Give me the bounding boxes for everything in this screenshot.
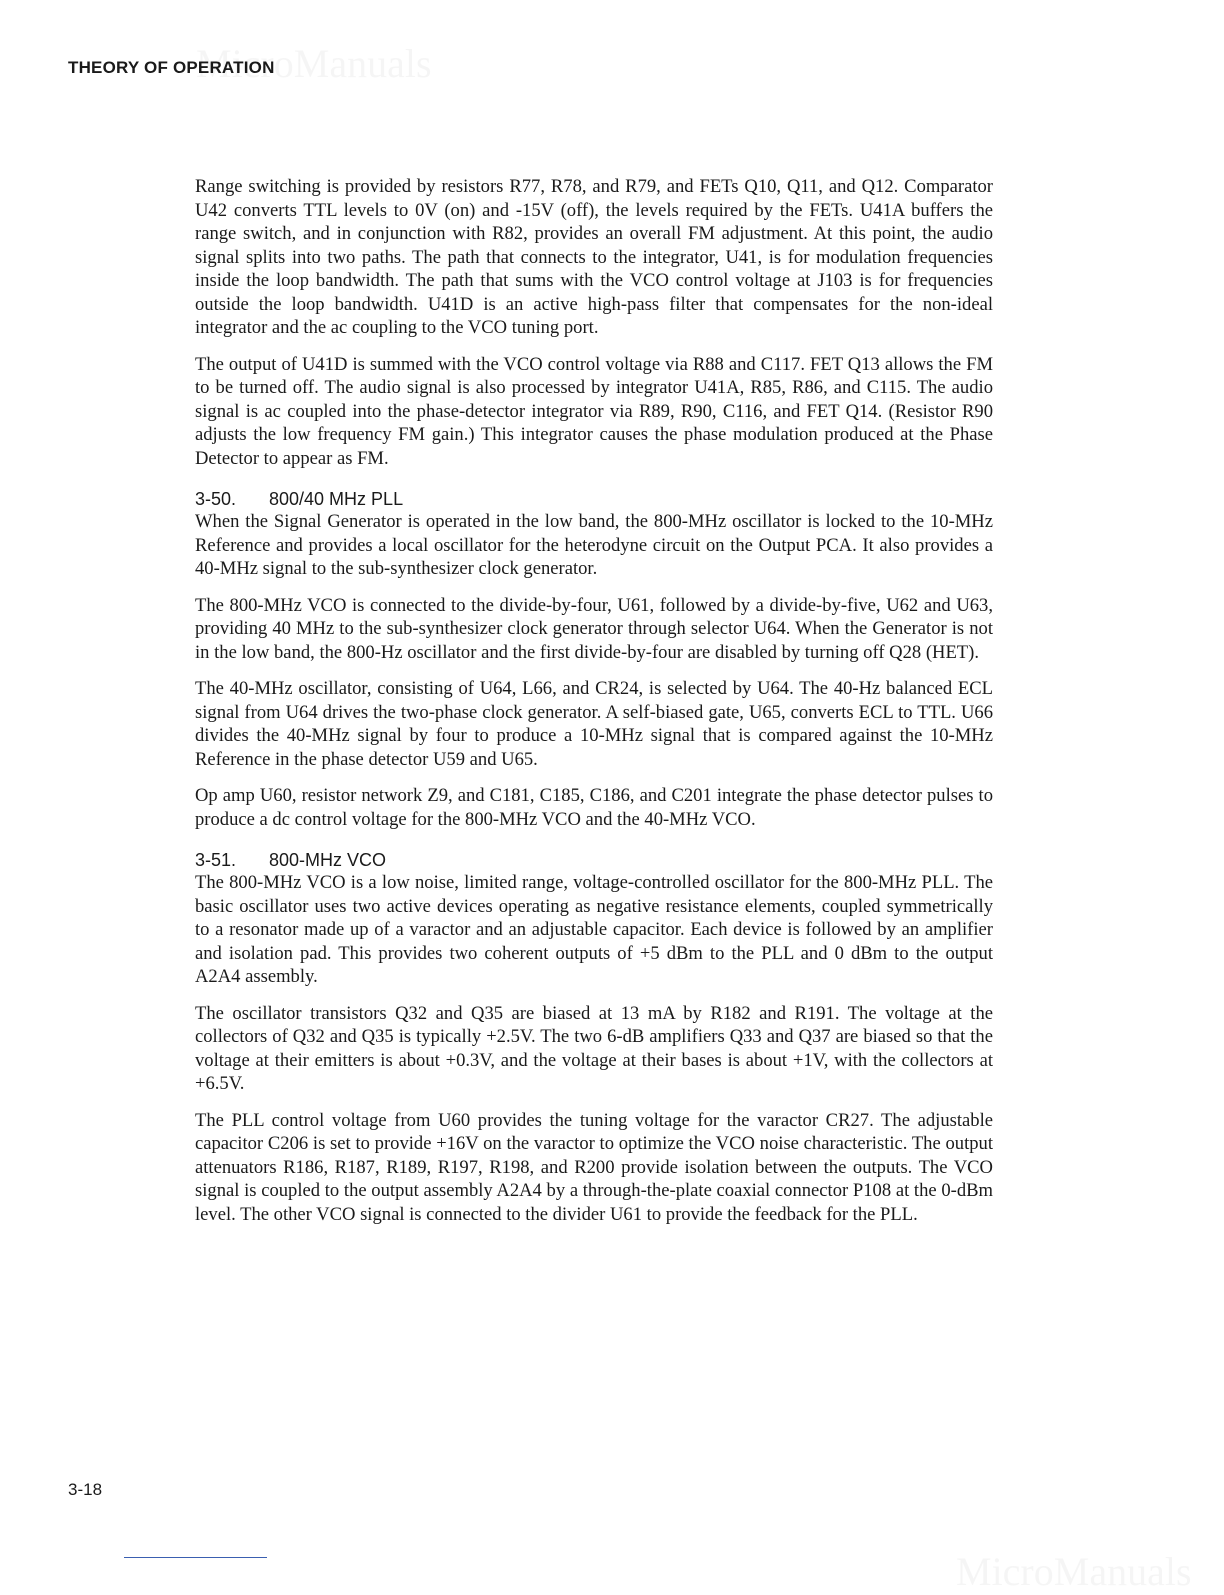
watermark-bottom bbox=[956, 1548, 1192, 1595]
paragraph: The PLL control voltage from U60 provides the tuning voltage for the varactor CR27. The adjustable capacitor C206 is set to provide +16V on the varactor to optimize the VCO noise characteristic. The output attenuators R186, R187, R189, R197, R198, and R200 provide isolation between the outputs. The VCO signal is coupled to the output assembly A2A4 by a through-the-plate coaxial connector P108 at the 0-dBm level. The other VCO signal is connected to the divider U61 to provide the feedback for the PLL. bbox=[195, 1109, 993, 1225]
document-body bbox=[195, 175, 993, 1239]
paragraph: When the Signal Generator is operated in the low band, the 800-MHz oscillator is locked to the 10-MHz Reference and provides a local oscillator for the heterodyne circuit on the Output PCA. It also provides a 40-MHz signal to the sub-synthesizer clock generator. bbox=[195, 511, 993, 579]
section-number: 3-51. bbox=[195, 850, 237, 870]
section-heading bbox=[195, 849, 993, 871]
paragraph: The 40-MHz oscillator, consisting of U64, L66, and CR24, is selected by U64. The 40-Hz balanced ECL signal from U64 drives the two-phase clock generator. A self-biased gate, U65, converts ECL to TTL. U66 divides the 40-MHz signal by four to produce a 10-MHz signal that is compared against the 10-MHz Reference in the phase detector U59 and U65. bbox=[195, 678, 993, 770]
page-number: 3-18 bbox=[68, 1480, 103, 1499]
section-title: 800/40 MHz PLL bbox=[269, 489, 404, 509]
paragraph: The output of U41D is summed with the VCO control voltage via R88 and C117. FET Q13 allows the FM to be turned off. The audio signal is also processed by integrator U41A, R85, R86, and C115. The audio signal is ac coupled into the phase-detector integrator via R89, R90, C116, and FET Q14. (Resistor R90 adjusts the low frequency FM gain.) This integrator causes the phase modulation produced at the Phase Detector to appear as FM. bbox=[195, 353, 993, 469]
section-3-51 bbox=[195, 849, 993, 1226]
watermark-top bbox=[196, 40, 432, 87]
paragraph: Range switching is provided by resistors R77, R78, and R79, and FETs Q10, Q11, and Q12. Comparator U42 converts TTL levels to 0V (on) and -15V (off), the levels required by the FETs. U41A buffers the range switch, and in conjunction with R82, provides an overall FM adjustment. At this point, the audio signal splits into two paths. The path that connects to the integrator, U41, is for modulation frequencies inside the loop bandwidth. The path that sums with the VCO control voltage at J103 is for frequencies outside the loop bandwidth. U41D is an active high-pass filter that compensates for the non-ideal integrator and the ac coupling to the VCO tuning port. bbox=[195, 176, 993, 338]
paragraph: The 800-MHz VCO is connected to the divide-by-four, U61, followed by a divide-by-five, U62 and U63, providing 40 MHz to the sub-synthesizer clock generator through selector U64. When the Generator is not in the low band, the 800-Hz oscillator and the first divide-by-four are disabled by turning off Q28 (HET). bbox=[195, 594, 993, 663]
section-3-50 bbox=[195, 488, 993, 831]
section-heading bbox=[195, 488, 993, 510]
paragraph: Op amp U60, resistor network Z9, and C181, C185, C186, and C201 integrate the phase detector pulses to produce a dc control voltage for the 800-MHz VCO and the 40-MHz VCO. bbox=[195, 785, 993, 830]
section-title: 800-MHz VCO bbox=[269, 850, 387, 870]
paragraph: The 800-MHz VCO is a low noise, limited range, voltage-controlled oscillator for the 800-MHz PLL. The basic oscillator uses two active devices operating as negative resistance elements, coupled symmetrically to a resonator made up of a varactor and an adjustable capacitor. Each device is followed by an amplifier and isolation pad. This provides two coherent outputs of +5 dBm to the PLL and 0 dBm to the output A2A4 assembly. bbox=[195, 872, 993, 987]
page-header-title: THEORY OF OPERATION bbox=[68, 58, 275, 77]
footer-divider bbox=[124, 1557, 267, 1558]
section-number: 3-50. bbox=[195, 489, 237, 509]
paragraph: The oscillator transistors Q32 and Q35 are biased at 13 mA by R182 and R191. The voltage at the collectors of Q32 and Q35 is typically +2.5V. The two 6-dB amplifiers Q33 and Q37 are biased so that the voltage at their emitters is about +0.3V, and the voltage at their bases is about +1V, with the collectors at +6.5V. bbox=[195, 1002, 993, 1094]
